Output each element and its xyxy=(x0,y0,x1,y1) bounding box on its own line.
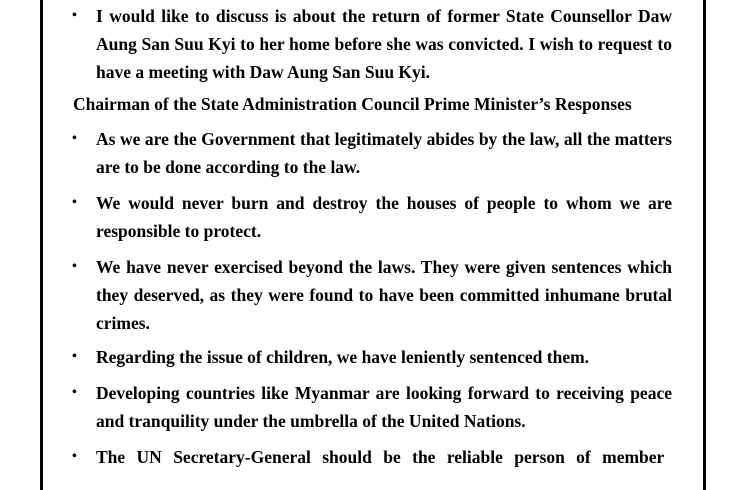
bullet-icon: • xyxy=(72,131,77,146)
bullet-icon: • xyxy=(72,349,77,364)
section-heading: Chairman of the State Administration Council Prime Minister’s Responses xyxy=(73,94,632,114)
bullet-icon: • xyxy=(72,8,77,23)
response-item: Developing countries like Myanmar are looking forward to receiving peace and tranquility under the umbrella of the United Nations. xyxy=(96,383,672,431)
response-item: We would never burn and destroy the houses of people to whom we are responsible to protect. xyxy=(96,193,672,241)
bullet-icon: • xyxy=(72,195,77,210)
response-item: Regarding the issue of children, we have leniently sentenced them. xyxy=(96,347,590,367)
response-item: We have never exercised beyond the laws. They were given sentences which they deserved, as they were found to have been committed inhumane brutal crimes. xyxy=(96,257,672,333)
bullet-icon: • xyxy=(72,449,77,464)
response-item: As we are the Government that legitimately abides by the law, all the matters are to be done according to the law. xyxy=(96,129,672,177)
response-item: The UN Secretary-General should be the reliable person of member xyxy=(96,447,665,467)
intro-list-item: I would like to discuss is about the return of former State Counsellor Daw Aung San Suu Kyi to her home before she was convicted. I wish to request to have a meeting with Daw Aung San Suu Kyi. xyxy=(96,6,672,82)
bullet-icon: • xyxy=(72,259,77,274)
bullet-icon: • xyxy=(72,385,77,400)
